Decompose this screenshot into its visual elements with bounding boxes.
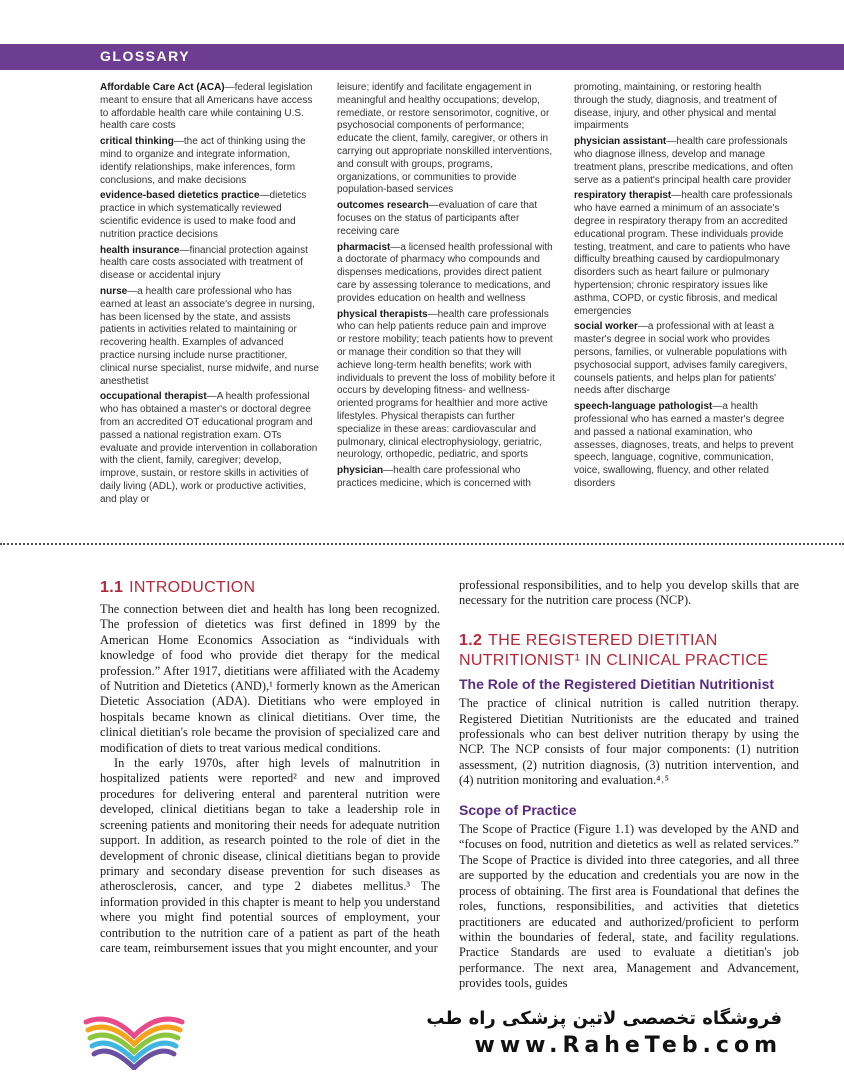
glossary-column-3 (574, 82, 794, 494)
glossary-definition: —a licensed health professional with a doctorate of pharmacy who compounds and dispenses medications, provides direct patient care by assessing tolerance to medications, and provides education on health and wellness (337, 241, 553, 304)
glossary-entry (337, 465, 557, 491)
body-column-right (459, 578, 799, 992)
glossary-entry (574, 401, 794, 491)
glossary-entry (337, 309, 557, 463)
glossary-definition: —a health care professional who has earned at least an associate's degree in nursing, has been licensed by the state, and assists patients in activities related to maintaining or recovering health. Examples of advanced practice nursing include nurse practitioner, clinical nurse specialist, nurse midwife, and nurse anesthetist (100, 285, 319, 387)
glossary-term: Affordable Care Act (ACA) (100, 82, 225, 93)
glossary-definition: —health care professionals who have earned a minimum of an associate's degree in respiratory therapy from an accredited educational program. These individuals provide testing, treatment, and care to patients who have difficulty breathing caused by cardiopulmonary disorders such as heart failure or pulmonary hypertension; chronic respiratory issues like asthma, COPD, or cystic fibrosis, and medical emergencies (574, 190, 793, 317)
store-url[interactable]: www.RaheTeb.com (474, 1033, 782, 1058)
glossary-term: physical therapists (337, 308, 428, 320)
section-number: 1.2 (459, 631, 483, 649)
body-column-left (100, 578, 440, 956)
paragraph: The Scope of Practice (Figure 1.1) was developed by the AND and “focuses on food, nutrition and dietetics as well as related services.” The Scope of Practice is divided into three categories, and all three are supported by the education and credentials you are now in the process of obtaining. The first area is Foundational that defines the roles, functions, responsibilities, and activities that dietetics practitioners are educated and authorized/proficient to perform within the boundaries of federal, state, and facility regulations. Practice Standards are used to evaluate a dietitian's job performance. The next area, Management and Advancement, provides tools, guides (459, 822, 799, 991)
section-number: 1.1 (100, 579, 124, 596)
glossary-term: nurse (100, 285, 128, 297)
section-title: THE REGISTERED DIETITIAN NUTRITIONIST¹ IN CLINICAL PRACTICE (459, 631, 769, 669)
glossary-definition: —evaluation of care that focuses on the status of participants after receiving care (337, 200, 538, 237)
subheading-scope: Scope of Practice (459, 801, 577, 818)
glossary-definition: —a health professional who has earned a master's degree and passed a national examination, who assesses, diagnoses, treats, and helps to prevent speech, language, cognitive, communication, voice, swallowing, fluency, and other related disorders (574, 401, 794, 489)
store-name: فروشگاه تخصصی لاتین پزشکی راه طب (426, 1008, 782, 1029)
glossary-entry (337, 242, 557, 306)
paragraph: In the early 1970s, after high levels of malnutrition in hospitalized patients were reported² and new and improved procedures for delivering enteral and parenteral nutrition were developed, clinical dietitians began to take a leadership role in screening patients and monitoring their needs for adequate nutrition support. In addition, as research pointed to the role of diet in the development of chronic disease, clinical dietitians began to provide primary and secondary disease prevention for such diseases as atherosclerosis, cancer, and type 2 diabetes mellitus.³ The information provided in this chapter is meant to help you understand where you might find potential sources of employment, your contribution to the nutrition care of a patient as part of the heath care team, reimbursement issues that you might encounter, and your (100, 756, 440, 955)
section-heading-introduction (100, 578, 440, 598)
glossary-entry (574, 136, 794, 187)
glossary-definition: —A health professional who has obtained a master's or doctoral degree from an accredited OT educational program and passed a national registration exam. OTs evaluate and provide intervention in collaboration with the client, family, caregiver; develop, improve, sustain, or restore skills in activities of daily living (ADL), work or productive activities, and play or (100, 391, 318, 505)
glossary-term: physician assistant (574, 136, 667, 148)
glossary-term: health insurance (100, 244, 180, 256)
paragraph: The practice of clinical nutrition is called nutrition therapy. Registered Dietitian Nutritionists are the educated and trained professionals who can best deliver nutrition therapy by using the NCP. The NCP consists of four major components: (1) nutrition assessment, (2) nutrition diagnosis, (3) nutrition intervention, and (4) nutrition monitoring and evaluation.⁴˒⁵ (459, 696, 799, 788)
subheading-role: The Role of the Registered Dietitian Nutritionist (459, 675, 775, 692)
glossary-term: outcomes research (337, 200, 429, 212)
book-logo-icon (78, 1010, 190, 1070)
glossary-definition: —health care professionals who diagnose illness, develop and manage treatment plans, prescribe medications, and often serve as a patient's principal health care provider (574, 136, 794, 186)
glossary-term: evidence-based dietetics practice (100, 190, 260, 202)
glossary-entry (337, 200, 557, 238)
glossary-term: pharmacist (337, 241, 391, 253)
glossary-term: respiratory therapist (574, 190, 672, 202)
glossary-entry (337, 82, 557, 197)
glossary-entry (574, 321, 794, 398)
footer-text (426, 1008, 782, 1058)
glossary-term: physician (337, 465, 384, 477)
glossary-definition: promoting, maintaining, or restoring health through the study, diagnosis, and treatment of disease, injury, and other physical and mental impairments (574, 82, 777, 132)
glossary-entry (100, 391, 320, 506)
glossary-header-bar (0, 44, 844, 70)
glossary-entry (574, 82, 794, 133)
glossary-title: GLOSSARY (100, 48, 191, 64)
glossary-entry (100, 190, 320, 241)
glossary-entry (100, 136, 320, 187)
paragraph: The connection between diet and health has long been recognized. The profession of dietetics was first defined in 1899 by the American Home Economics Association as “individuals with knowledge of food who provide diet therapy for the medical profession.” After 1917, dietitians were affiliated with the Academy of Nutrition and Dietetics (AND),¹ formerly known as the American Dietetic Association (ADA). Dietitians who were employed in hospitals became known as clinical dietitians. Over time, the clinical dietitian's role became the provision of specialized care and modification of diets to treat various medical conditions. (100, 602, 440, 755)
glossary-term: social worker (574, 321, 638, 333)
glossary-definition: —a professional with at least a master's degree in social work who provides persons, families, or vulnerable populations with psychosocial support, advises family caregivers, counsels patients, and helps plan for patients' needs after discharge (574, 321, 788, 397)
glossary-definition: —financial protection against health care costs associated with treatment of disease or accidental injury (100, 244, 308, 282)
glossary-entry (100, 82, 320, 133)
glossary-definition: leisure; identify and facilitate engagement in meaningful and healthy occupations; develop, remediate, or restore sensorimotor, cognitive, or psychosocial components of performance; educate the client, family, caregiver, or others in carrying out appropriate nonskilled interventions, and consult with groups, programs, organizations, or communities to provide population-based services (337, 82, 553, 196)
glossary-definition: —federal legislation meant to ensure that all Americans have access to affordable health care while containing U.S. health care costs (100, 82, 313, 132)
paragraph: professional responsibilities, and to help you develop skills that are necessary for the nutrition care process (NCP). (459, 578, 799, 608)
section-divider (0, 543, 844, 545)
section-title: INTRODUCTION (129, 579, 256, 596)
glossary-definition: —health care professional who practices medicine, which is concerned with (337, 465, 531, 489)
glossary-entry (100, 245, 320, 283)
glossary-column-1 (100, 82, 320, 510)
glossary-definition: —dietetics practice in which systematically reviewed scientific evidence is used to make food and nutrition practice decisions (100, 190, 307, 240)
glossary-term: critical thinking (100, 136, 174, 148)
glossary-entry (100, 286, 320, 388)
glossary-column-2 (337, 82, 557, 494)
section-heading-rdn (459, 631, 799, 671)
glossary-definition: —the act of thinking using the mind to organize and integrate information, identify relationships, make inferences, form conclusions, and make decisions (100, 136, 306, 186)
glossary-entry (574, 190, 794, 318)
glossary-term: occupational therapist (100, 391, 207, 403)
glossary-definition: —health care professionals who can help patients reduce pain and improve or restore mobility; teach patients how to prevent or manage their condition so that they will achieve long-term health benefits; work with individuals to prevent the loss of mobility before it occurs by developing fitness- and wellness-oriented programs for healthier and more active lifestyles. Physical therapists can further specialize in these areas: cardiovascular and pulmonary, clinical electrophysiology, geriatric, neurology, orthopedic, pediatric, and sports (337, 308, 555, 461)
glossary-term: speech-language pathologist (574, 401, 713, 413)
